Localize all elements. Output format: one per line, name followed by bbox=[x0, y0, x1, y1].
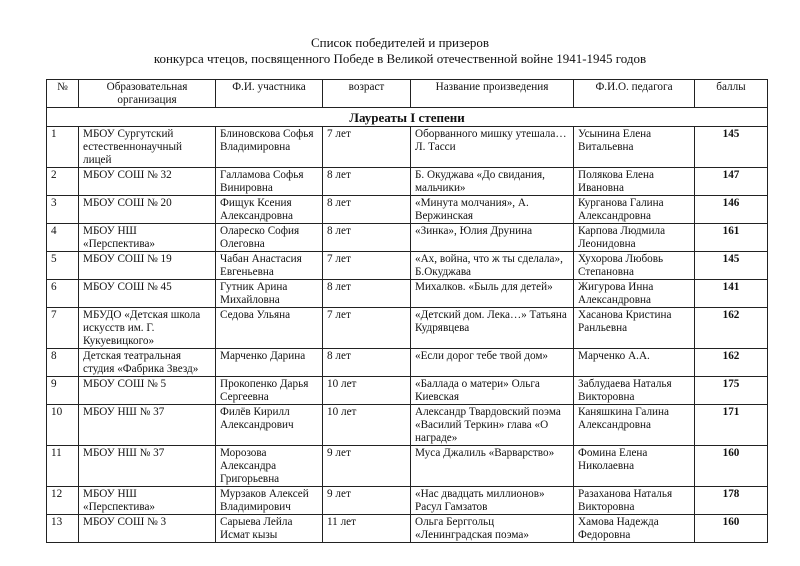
row-number-cell: 13 bbox=[47, 515, 79, 543]
participant-name-cell: Филёв Кирилл Александрович bbox=[216, 405, 323, 446]
header-row bbox=[47, 80, 768, 108]
score-cell: 160 bbox=[695, 515, 768, 543]
participant-name-cell: Блиновскова Софья Владимировна bbox=[216, 127, 323, 168]
row-number-cell: 2 bbox=[47, 168, 79, 196]
age-cell: 8 лет bbox=[323, 349, 411, 377]
table-row bbox=[47, 446, 768, 487]
score-cell: 175 bbox=[695, 377, 768, 405]
row-number-cell: 3 bbox=[47, 196, 79, 224]
work-title-cell: «Зинка», Юлия Друнина bbox=[411, 224, 574, 252]
organization-cell: МБОУ СОШ № 32 bbox=[79, 168, 216, 196]
score-cell: 162 bbox=[695, 308, 768, 349]
age-cell: 11 лет bbox=[323, 515, 411, 543]
row-number-cell: 4 bbox=[47, 224, 79, 252]
row-number-cell: 10 bbox=[47, 405, 79, 446]
table-row bbox=[47, 487, 768, 515]
row-number-cell: 1 bbox=[47, 127, 79, 168]
row-number-cell: 6 bbox=[47, 280, 79, 308]
age-cell: 8 лет bbox=[323, 196, 411, 224]
winners-table bbox=[46, 79, 768, 543]
document-title: Список победителей и призеров bbox=[310, 35, 490, 50]
age-cell: 7 лет bbox=[323, 252, 411, 280]
organization-cell: МБОУ Сургутский естественнонаучный лицей bbox=[79, 127, 216, 168]
work-title-cell: Михалков. «Быль для детей» bbox=[411, 280, 574, 308]
score-cell: 160 bbox=[695, 446, 768, 487]
work-title-cell: «Баллада о матери» Ольга Киевская bbox=[411, 377, 574, 405]
table-row bbox=[47, 224, 768, 252]
work-title-cell: Ольга Берггольц «Ленинградская поэма» bbox=[411, 515, 574, 543]
row-number-cell: 12 bbox=[47, 487, 79, 515]
teacher-name-cell: Фомина Елена Николаевна bbox=[574, 446, 695, 487]
row-number-cell: 8 bbox=[47, 349, 79, 377]
age-cell: 10 лет bbox=[323, 405, 411, 446]
age-cell: 8 лет bbox=[323, 168, 411, 196]
table-row bbox=[47, 515, 768, 543]
teacher-name-cell: Полякова Елена Ивановна bbox=[574, 168, 695, 196]
age-cell: 9 лет bbox=[323, 446, 411, 487]
score-cell: 141 bbox=[695, 280, 768, 308]
score-cell: 146 bbox=[695, 196, 768, 224]
organization-cell: МБОУ НШ № 37 bbox=[79, 446, 216, 487]
row-number-cell: 9 bbox=[47, 377, 79, 405]
table-row bbox=[47, 377, 768, 405]
age-cell: 7 лет bbox=[323, 127, 411, 168]
organization-cell: МБУДО «Детская школа искусств им. Г. Кукуевицкого» bbox=[79, 308, 216, 349]
col-header-participant: Ф.И. участника bbox=[216, 80, 323, 108]
organization-cell: МБОУ СОШ № 3 bbox=[79, 515, 216, 543]
col-header-score: баллы bbox=[695, 80, 768, 108]
teacher-name-cell: Разаханова Наталья Викторовна bbox=[574, 487, 695, 515]
organization-cell: МБОУ СОШ № 45 bbox=[79, 280, 216, 308]
document-subtitle: конкурса чтецов, посвященного Победе в Великой отечественной войне 1941-1945 годов bbox=[153, 51, 647, 66]
organization-cell: МБОУ СОШ № 5 bbox=[79, 377, 216, 405]
work-title-cell: «Минута молчания», А. Вержинская bbox=[411, 196, 574, 224]
participant-name-cell: Мурзаков Алексей Владимирович bbox=[216, 487, 323, 515]
participant-name-cell: Чабан Анастасия Евгеньевна bbox=[216, 252, 323, 280]
table-row bbox=[47, 405, 768, 446]
organization-cell: Детская театральная студия «Фабрика Звезд» bbox=[79, 349, 216, 377]
work-title-cell: «Нас двадцать миллионов» Расул Гамзатов bbox=[411, 487, 574, 515]
section-row bbox=[47, 108, 768, 127]
table-row bbox=[47, 127, 768, 168]
teacher-name-cell: Карпова Людмила Леонидовна bbox=[574, 224, 695, 252]
work-title-cell: Александр Твардовский поэма «Василий Теркин» глава «О награде» bbox=[411, 405, 574, 446]
organization-cell: МБОУ НШ № 37 bbox=[79, 405, 216, 446]
row-number-cell: 7 bbox=[47, 308, 79, 349]
work-title-cell: Муса Джалиль «Варварство» bbox=[411, 446, 574, 487]
age-cell: 7 лет bbox=[323, 308, 411, 349]
table-row bbox=[47, 252, 768, 280]
organization-cell: МБОУ СОШ № 19 bbox=[79, 252, 216, 280]
score-cell: 161 bbox=[695, 224, 768, 252]
teacher-name-cell: Заблудаева Наталья Викторовна bbox=[574, 377, 695, 405]
table-row bbox=[47, 196, 768, 224]
teacher-name-cell: Каняшкина Галина Александровна bbox=[574, 405, 695, 446]
teacher-name-cell: Курганова Галина Александровна bbox=[574, 196, 695, 224]
participant-name-cell: Олареско София Олеговна bbox=[216, 224, 323, 252]
table-row bbox=[47, 349, 768, 377]
age-cell: 8 лет bbox=[323, 280, 411, 308]
score-cell: 145 bbox=[695, 252, 768, 280]
score-cell: 178 bbox=[695, 487, 768, 515]
table-row bbox=[47, 280, 768, 308]
col-header-work-title: Название произведения bbox=[411, 80, 574, 108]
age-cell: 8 лет bbox=[323, 224, 411, 252]
participant-name-cell: Сарыева Лейла Исмат кызы bbox=[216, 515, 323, 543]
row-number-cell: 11 bbox=[47, 446, 79, 487]
organization-cell: МБОУ НШ «Перспектива» bbox=[79, 487, 216, 515]
section-title: Лауреаты I степени bbox=[47, 108, 768, 127]
organization-cell: МБОУ СОШ № 20 bbox=[79, 196, 216, 224]
work-title-cell: Б. Окуджава «До свидания, мальчики» bbox=[411, 168, 574, 196]
table-row bbox=[47, 308, 768, 349]
col-header-organization: Образовательная организация bbox=[79, 80, 216, 108]
col-header-number: № bbox=[47, 80, 79, 108]
score-cell: 171 bbox=[695, 405, 768, 446]
col-header-teacher: Ф.И.О. педагога bbox=[574, 80, 695, 108]
work-title-cell: «Если дорог тебе твой дом» bbox=[411, 349, 574, 377]
organization-cell: МБОУ НШ «Перспектива» bbox=[79, 224, 216, 252]
work-title-cell: Оборванного мишку утешала…Л. Тасси bbox=[411, 127, 574, 168]
work-title-cell: «Детский дом. Лека…» Татьяна Кудрявцева bbox=[411, 308, 574, 349]
teacher-name-cell: Хамова Надежда Федоровна bbox=[574, 515, 695, 543]
score-cell: 162 bbox=[695, 349, 768, 377]
teacher-name-cell: Усынина Елена Витальевна bbox=[574, 127, 695, 168]
score-cell: 147 bbox=[695, 168, 768, 196]
participant-name-cell: Фищук Ксения Александровна bbox=[216, 196, 323, 224]
col-header-age: возраст bbox=[323, 80, 411, 108]
work-title-cell: «Ах, война, что ж ты сделала», Б.Окуджава bbox=[411, 252, 574, 280]
participant-name-cell: Морозова Александра Григорьевна bbox=[216, 446, 323, 487]
participant-name-cell: Прокопенко Дарья Сергеевна bbox=[216, 377, 323, 405]
row-number-cell: 5 bbox=[47, 252, 79, 280]
teacher-name-cell: Жигурова Инна Александровна bbox=[574, 280, 695, 308]
participant-name-cell: Гутник Арина Михайловна bbox=[216, 280, 323, 308]
participant-name-cell: Галламова Софья Винировна bbox=[216, 168, 323, 196]
teacher-name-cell: Марченко А.А. bbox=[574, 349, 695, 377]
score-cell: 145 bbox=[695, 127, 768, 168]
participant-name-cell: Седова Ульяна bbox=[216, 308, 323, 349]
teacher-name-cell: Хасанова Кристина Ранльевна bbox=[574, 308, 695, 349]
participant-name-cell: Марченко Дарина bbox=[216, 349, 323, 377]
age-cell: 10 лет bbox=[323, 377, 411, 405]
age-cell: 9 лет bbox=[323, 487, 411, 515]
table-row bbox=[47, 168, 768, 196]
teacher-name-cell: Хухорова Любовь Степановна bbox=[574, 252, 695, 280]
